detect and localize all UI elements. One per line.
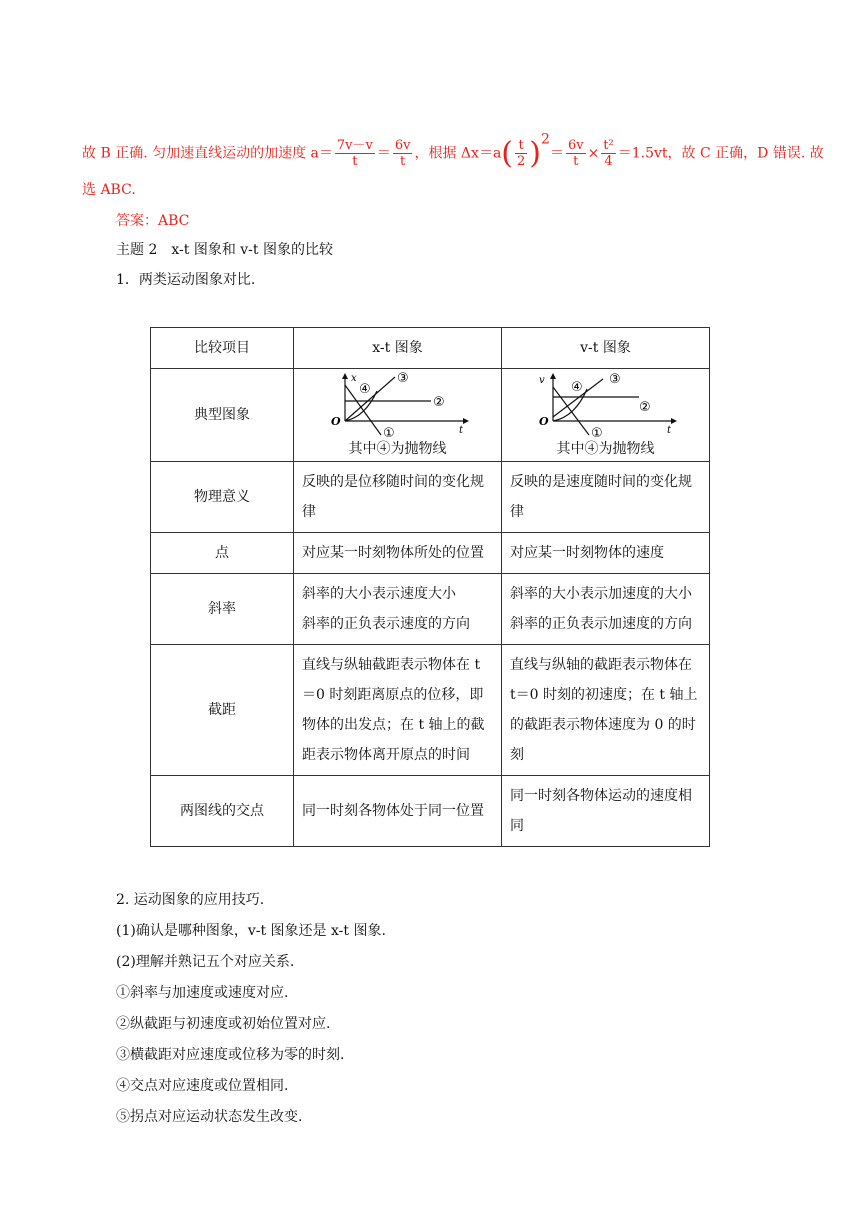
vt-cell: 斜率的大小表示加速度的大小 斜率的正负表示加速度的方向 (502, 574, 710, 645)
tip-item: ⑤拐点对应运动状态发生改变. (116, 1109, 303, 1125)
vt-cell: 对应某一时刻物体的速度 (502, 533, 710, 574)
xt-graph-diagram (323, 371, 473, 437)
header-xt: x-t 图象 (294, 328, 502, 369)
tip-item: ①斜率与加速度或速度对应. (116, 985, 289, 1001)
vt-cell: 直线与纵轴的截距表示物体在 t＝0 时刻的初速度；在 t 轴上的截距表示物体速度为 0 的时刻 (502, 645, 710, 776)
solution-text-b: ，根据 Δx＝a (414, 145, 502, 162)
table-row (151, 776, 710, 847)
solution-line-2: 选 ABC. (82, 182, 136, 198)
tip-item: (2)理解并熟记五个对应关系. (116, 954, 295, 970)
row-label: 物理意义 (151, 462, 294, 533)
table-row (151, 533, 710, 574)
comparison-table (150, 327, 710, 847)
topic-subheading: 1．两类运动图象对比. (116, 272, 256, 288)
xt-graph-cell (294, 369, 502, 462)
tip-item: ③横截距对应速度或位移为零的时刻. (116, 1047, 345, 1063)
vt-graph-cell (502, 369, 710, 462)
xt-cell: 同一时刻各物体处于同一位置 (294, 776, 502, 847)
vt-cell: 反映的是速度随时间的变化规律 (502, 462, 710, 533)
xt-cell: 斜率的大小表示速度大小 斜率的正负表示速度的方向 (294, 574, 502, 645)
row-label: 截距 (151, 645, 294, 776)
table-row-graphs (151, 369, 710, 462)
topic-heading: 主题 2 x-t 图象和 v-t 图象的比较 (116, 242, 333, 258)
xt-cell: 对应某一时刻物体所处的位置 (294, 533, 502, 574)
xt-cell: 反映的是位移随时间的变化规律 (294, 462, 502, 533)
vt-graph-diagram (531, 371, 681, 437)
vt-caption: 其中④为抛物线 (556, 441, 655, 457)
table-row (151, 574, 710, 645)
svg-text:①: ① (382, 426, 395, 437)
header-vt: v-t 图象 (502, 328, 710, 369)
svg-text:t: t (458, 425, 463, 436)
svg-text:t: t (666, 425, 671, 436)
svg-text:④: ④ (358, 382, 371, 397)
table-row (151, 462, 710, 533)
answer-line: 答案：ABC (116, 213, 190, 229)
svg-text:O: O (330, 415, 341, 428)
fraction-6v-t-b: $\frac{6v}{t}$ (567, 138, 584, 169)
solution-text-c: ＝1.5vt，故 C 正确，D 错误. 故 (617, 145, 824, 162)
power-2: 2 (541, 131, 550, 148)
solution-text-a: 故 B 正确. 匀加速直线运动的加速度 a＝ (82, 145, 333, 162)
row-label: 斜率 (151, 574, 294, 645)
row-label: 两图线的交点 (151, 776, 294, 847)
header-item: 比较项目 (151, 328, 294, 369)
svg-text:②: ② (432, 395, 445, 410)
tip-item: ④交点对应速度或位置相同. (116, 1078, 289, 1094)
table-header-row (151, 328, 710, 369)
solution-line-1: 故 B 正确. 匀加速直线运动的加速度 a＝ $\frac{7v-v}{t}$ ＝ $\frac{6v}{t}$ ，根据 Δx＝a( $\frac{t}{2}$ )$^2$＝ $\frac{6v}{t}$ × $\frac{\text{t²}}{4}$ ＝1.5vt，故 C 正确，D 错误. 故 (82, 131, 824, 171)
svg-text:③: ③ (396, 371, 409, 386)
svg-text:②: ② (638, 400, 651, 415)
xt-cell: 直线与纵轴截距表示物体在 t＝0 时刻距离原点的位移，即物体的出发点；在 t 轴上的截距表示物体离开原点的时间 (294, 645, 502, 776)
svg-text:③: ③ (608, 372, 621, 387)
svg-text:①: ① (590, 426, 603, 437)
svg-text:x: x (350, 373, 357, 384)
row-label: 点 (151, 533, 294, 574)
svg-text:v: v (538, 375, 545, 386)
xt-caption: 其中④为抛物线 (348, 441, 447, 457)
fraction-t2-4: $\frac{\text{t²}}{4}$ (603, 138, 614, 169)
vt-cell: 同一时刻各物体运动的速度相同 (502, 776, 710, 847)
fraction-acceleration: $\frac{7v-v}{t}$ (336, 138, 373, 169)
tips-title: 2. 运动图象的应用技巧. (116, 892, 265, 908)
tip-item: ②纵截距与初速度或初始位置对应. (116, 1016, 331, 1032)
table-row (151, 645, 710, 776)
row-label-graph: 典型图象 (151, 369, 294, 462)
fraction-6v-t: $\frac{6v}{t}$ (394, 138, 411, 169)
fraction-t-2: $\frac{t}{2}$ (517, 138, 526, 169)
tip-item: (1)确认是哪种图象，v-t 图象还是 x-t 图象. (116, 923, 386, 939)
svg-text:O: O (538, 415, 549, 428)
svg-text:④: ④ (570, 380, 583, 395)
